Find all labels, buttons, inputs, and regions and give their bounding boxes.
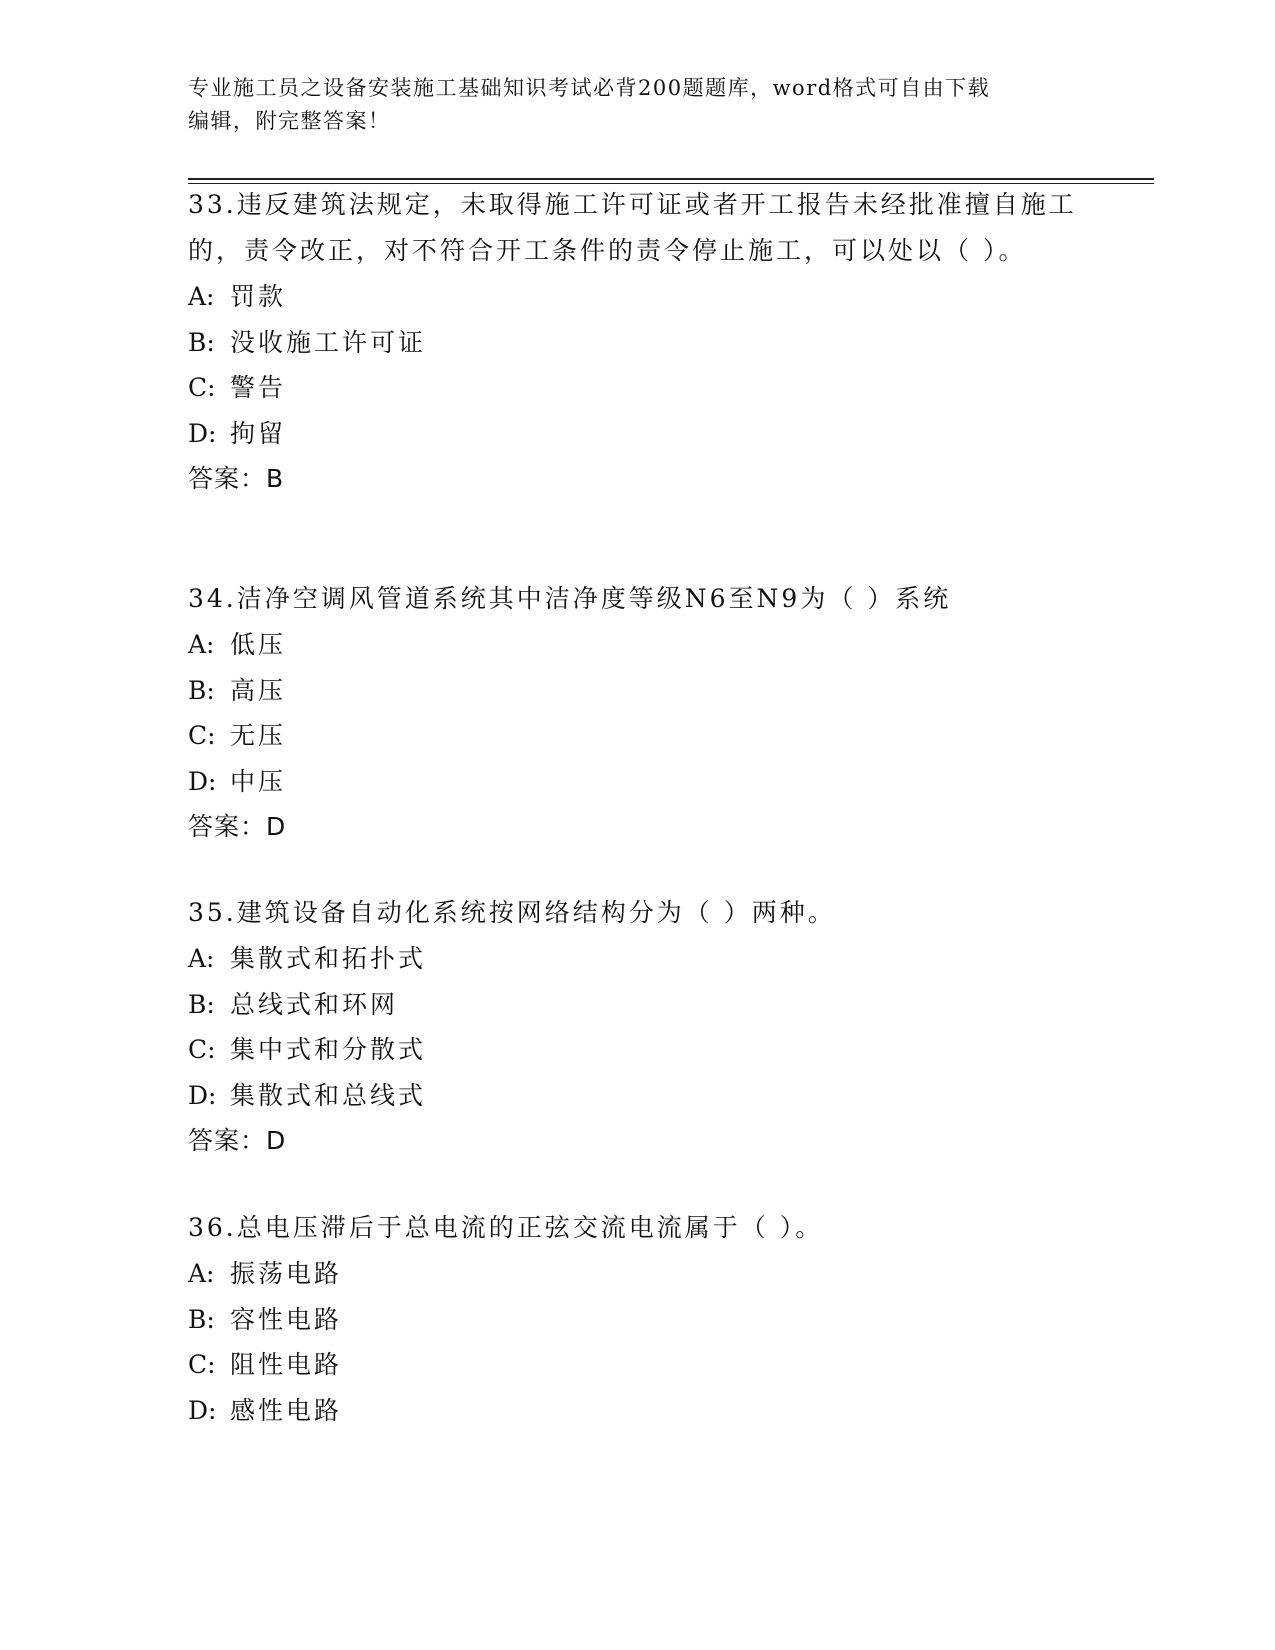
option-text: 感性电路 bbox=[230, 1395, 343, 1425]
option-d bbox=[188, 1388, 1088, 1434]
option-text: 警告 bbox=[230, 373, 287, 402]
header-divider-thick bbox=[188, 178, 1154, 180]
option-letter: C: bbox=[188, 721, 216, 750]
option-b bbox=[188, 982, 1088, 1028]
option-letter: A: bbox=[188, 1259, 215, 1288]
question-35 bbox=[188, 890, 1088, 1164]
option-letter: D: bbox=[188, 1080, 217, 1110]
option-letter: B: bbox=[188, 675, 215, 705]
option-letter: A: bbox=[188, 630, 215, 659]
option-text: 高压 bbox=[230, 675, 287, 705]
option-letter: A: bbox=[188, 282, 215, 311]
answer: 答案：D bbox=[188, 1126, 287, 1155]
option-text: 拘留 bbox=[230, 418, 287, 448]
question-text: 33.违反建筑法规定，未取得施工许可证或者开工报告未经批准擅自施工的，责令改正，对不符合开工条件的责令停止施工，可以处以（ ）。 bbox=[188, 190, 1077, 265]
question-text: 35.建筑设备自动化系统按网络结构分为（ ）两种。 bbox=[188, 898, 836, 927]
option-text: 集中式和分散式 bbox=[230, 1035, 427, 1064]
option-a bbox=[188, 1251, 1088, 1297]
option-letter: C: bbox=[188, 373, 216, 402]
option-d bbox=[188, 411, 1088, 457]
option-letter: D: bbox=[188, 1395, 217, 1425]
question-text: 34.洁净空调风管道系统其中洁净度等级N6至N9为（ ）系统 bbox=[188, 584, 952, 613]
option-text: 集散式和总线式 bbox=[230, 1080, 427, 1110]
header-line-1: 专业施工员之设备安装施工基础知识考试必背200题题库，word格式可自由下载 bbox=[188, 76, 991, 100]
question-36 bbox=[188, 1205, 1088, 1433]
option-text: 容性电路 bbox=[230, 1304, 343, 1334]
header-line-2: 编辑，附完整答案！ bbox=[188, 109, 391, 133]
option-letter: D: bbox=[188, 418, 217, 448]
option-letter: B: bbox=[188, 327, 215, 357]
question-34 bbox=[188, 576, 1088, 850]
question-text: 36.总电压滞后于总电流的正弦交流电流属于（ ）。 bbox=[188, 1213, 824, 1242]
option-a bbox=[188, 274, 1088, 320]
option-text: 总线式和环网 bbox=[230, 989, 399, 1019]
option-text: 振荡电路 bbox=[230, 1259, 343, 1288]
question-33 bbox=[188, 182, 1088, 502]
option-d bbox=[188, 759, 1088, 805]
option-letter: B: bbox=[188, 989, 215, 1019]
option-c bbox=[188, 1342, 1088, 1388]
option-text: 阻性电路 bbox=[230, 1350, 343, 1379]
option-text: 低压 bbox=[230, 630, 287, 659]
option-a bbox=[188, 936, 1088, 982]
option-letter: A: bbox=[188, 944, 215, 973]
answer: 答案：B bbox=[188, 464, 285, 493]
option-text: 无压 bbox=[230, 721, 287, 750]
option-text: 集散式和拓扑式 bbox=[230, 944, 427, 973]
option-text: 中压 bbox=[230, 766, 287, 796]
option-letter: C: bbox=[188, 1350, 216, 1379]
option-letter: B: bbox=[188, 1304, 215, 1334]
option-c bbox=[188, 1027, 1088, 1073]
option-text: 罚款 bbox=[230, 282, 287, 311]
option-b bbox=[188, 668, 1088, 714]
option-c bbox=[188, 713, 1088, 759]
option-d bbox=[188, 1073, 1088, 1119]
answer: 答案：D bbox=[188, 812, 287, 841]
option-a bbox=[188, 622, 1088, 668]
option-letter: D: bbox=[188, 766, 217, 796]
document-header bbox=[188, 72, 1068, 138]
option-text: 没收施工许可证 bbox=[230, 327, 427, 357]
option-b bbox=[188, 320, 1088, 366]
option-b bbox=[188, 1297, 1088, 1343]
option-c bbox=[188, 365, 1088, 411]
option-letter: C: bbox=[188, 1035, 216, 1064]
